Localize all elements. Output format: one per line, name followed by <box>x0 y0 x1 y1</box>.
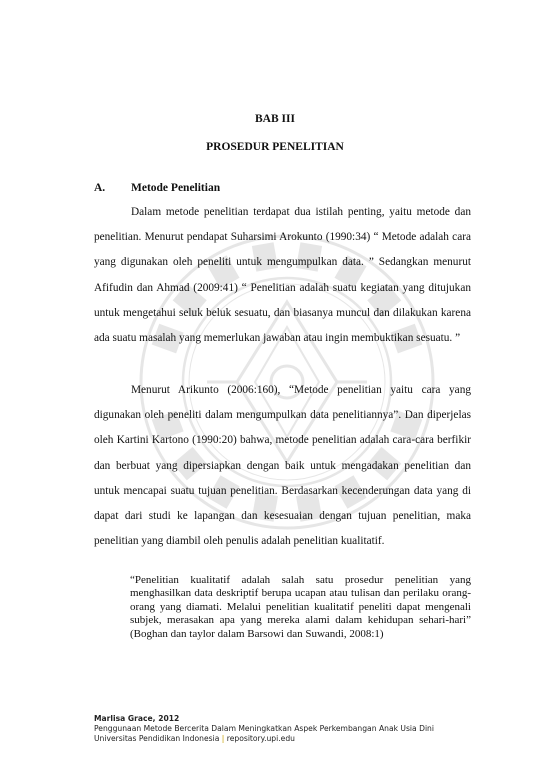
footer-thesis-title: Penggunaan Metode Bercerita Dalam Meningkatkan Aspek Perkembangan Anak Usia Dini <box>94 724 434 733</box>
chapter-title: PROSEDUR PENELITIAN <box>206 141 344 153</box>
paragraph-1 <box>94 200 471 351</box>
footer-university-line <box>94 734 534 744</box>
page-footer <box>94 714 534 744</box>
chapter-number: BAB III <box>255 113 295 125</box>
paragraph-2-text: Menurut Arikunto (2006:160), “Metode penelitian yaitu cara yang digunakan oleh peneliti dalam mengumpulkan data penelitiannya”. Dan diperjelas oleh Kartini Kartono (1990:20) bahwa, metode penelitian adalah cara-cara berfikir dan berbuat yang dipersiapkan dengan baik untuk mengadakan penelitian dan untuk mencapai suatu tujuan penelitian. Berdasarkan kecenderungan data yang di dapat dari studi ke lapangan dan kesesuaian dengan tujuan penelitian, maka penelitian yang diambil oleh penulis adalah penelitian kualitatif. <box>94 384 471 548</box>
section-title: Metode Penelitian <box>131 182 221 194</box>
footer-author: Marlisa Grace, 2012 <box>94 714 180 723</box>
paragraph-2 <box>94 378 471 554</box>
section-heading <box>94 182 220 194</box>
block-quote: “Penelitian kualitatif adalah salah satu prosedur penelitian yang menghasilkan data deskriptif berupa ucapan atau tulisan dan perilaku orang-orang yang diamati. Melalui penelitian kualitatif peneliti dapat mengenali subjek, merasakan apa yang mereka alami dalam kehidupan sehari-hari” (Boghan dan taylor dalam Barsowi dan Suwandi, 2008:1) <box>130 574 471 640</box>
footer-university: Universitas Pendidikan Indonesia <box>94 734 220 743</box>
footer-separator: | <box>221 734 225 743</box>
paragraph-1-text: Dalam metode penelitian terdapat dua istilah penting, yaitu metode dan penelitian. Menurut pendapat Suharsimi Arokunto (1990:34) “ Metode adalah cara yang digunakan oleh peneliti untuk mengumpulkan data. ” Sedangkan menurut Afifudin dan Ahmad (2009:41) “ Penelitian adalah suatu kegiatan yang ditujukan untuk mengetahui seluk beluk sesuatu, dan biasanya muncul dan dilakukan karena ada suatu masalah yang memerlukan jawaban atau ingin membuktikan sesuatu. ” <box>94 206 471 345</box>
footer-repository-link[interactable]: repository.upi.edu <box>226 734 295 743</box>
section-number: A. <box>94 182 106 194</box>
